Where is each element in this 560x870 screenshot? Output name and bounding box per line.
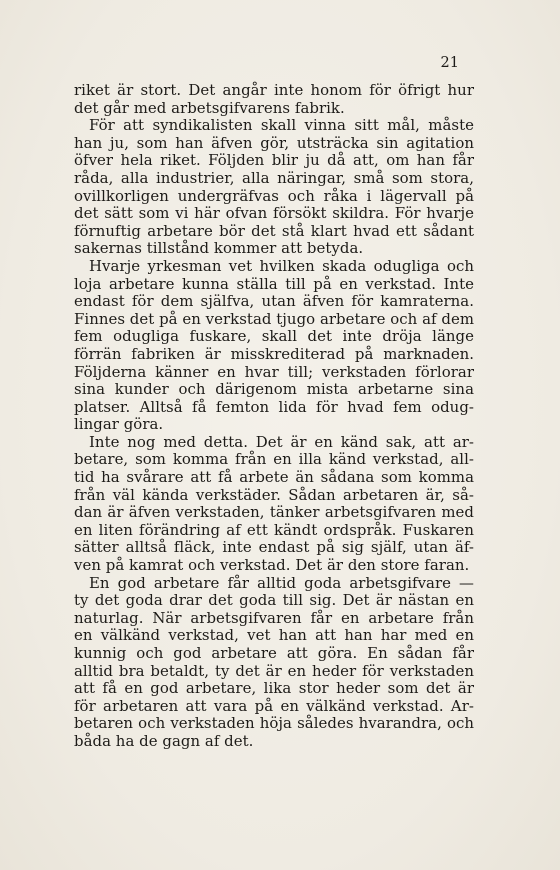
paragraph-3 — [74, 258, 474, 434]
paragraph-1 — [74, 82, 474, 117]
text-line: det går med arbetsgifvarens fabrik. — [74, 98, 345, 117]
text-line: Följderna känner en hvar till; verkstaden förlorar — [74, 362, 474, 381]
text-line: han ju, som han äfven gör, utsträcka sin agitation — [74, 133, 474, 152]
paragraph-5 — [74, 575, 474, 751]
text-line: att få en god arbetare, lika stor heder som det är — [74, 679, 474, 698]
text-line: för arbetaren att vara på en välkänd verkstad. Ar- — [74, 696, 474, 715]
text-line: loja arbetare kunna ställa till på en verkstad. Inte — [74, 274, 474, 293]
text-line: betaren och verkstaden höja således hvarandra, och — [74, 714, 474, 733]
text-line: råda, alla industrier, alla näringar, små som stora, — [74, 168, 474, 187]
text-line: En god arbetare får alltid goda arbetsgifvare — — [89, 573, 474, 592]
text-line: sakernas tillstånd kommer att betyda. — [74, 239, 364, 258]
text-line: en liten förändring af ett kändt ordspråk. Fuskaren — [74, 520, 474, 539]
text-line: betare, som komma från en illa känd verkstad, all- — [74, 450, 474, 469]
text-line: lingar göra. — [74, 415, 164, 434]
page-number: 21 — [440, 55, 459, 71]
text-line: riket är stort. Det angår inte honom för öfrigt hur — [74, 81, 474, 99]
text-line: öfver hela riket. Följden blir ju då att, om han får — [74, 151, 474, 170]
text-line: kunnig och god arbetare att göra. En sådan får — [74, 644, 474, 662]
text-line: ven på kamrat och verkstad. Det är den store faran. — [74, 556, 470, 575]
text-line: sina kunder och därigenom mista arbetarne sina — [74, 380, 474, 399]
text-line: dan är äfven verkstaden, tänker arbetsgifvaren med — [74, 503, 474, 522]
text-line: från väl kända verkstäder. Sådan arbetaren är, så- — [74, 485, 474, 504]
text-line: tid ha svårare att få arbete än sådana som komma — [74, 468, 474, 487]
text-line: Hvarje yrkesman vet hvilken skada odugliga och — [89, 256, 474, 275]
text-line: alltid bra betaldt, ty det är en heder för verkstaden — [74, 661, 474, 680]
text-line: För att syndikalisten skall vinna sitt mål, måste — [89, 116, 474, 135]
text-line: en välkänd verkstad, vet han att han har med en — [74, 626, 474, 645]
text-line: Finnes det på en verkstad tjugo arbetare och af dem — [74, 309, 474, 328]
text-line: naturlag. När arbetsgifvaren får en arbetare från — [74, 608, 474, 627]
text-line: ty det goda drar det goda till sig. Det är nästan en — [74, 591, 474, 610]
text-line: förnuftig arbetare bör det stå klart hvad ett sådant — [74, 221, 474, 240]
text-line: endast för dem själfva, utan äfven för kamraterna. — [74, 292, 474, 311]
text-line: sätter alltså fläck, inte endast på sig själf, utan äf- — [74, 538, 474, 557]
paragraph-2 — [74, 117, 474, 258]
text-line: fem odugliga fuskare, skall det inte dröja länge — [74, 327, 474, 346]
text-line: det sätt som vi här ofvan försökt skildra. För hvarje — [74, 204, 474, 223]
paragraph-4 — [74, 434, 474, 575]
text-line: båda ha de gagn af det. — [74, 731, 254, 750]
text-line: förrän fabriken är misskrediterad på marknaden. — [74, 344, 474, 363]
page-body — [74, 82, 474, 751]
text-line: Inte nog med detta. Det är en känd sak, att ar- — [89, 432, 474, 451]
text-line: platser. Alltså få femton lida för hvad fem odug- — [74, 397, 474, 416]
text-line: ovillkorligen undergräfvas och råka i lägervall på — [74, 186, 474, 205]
